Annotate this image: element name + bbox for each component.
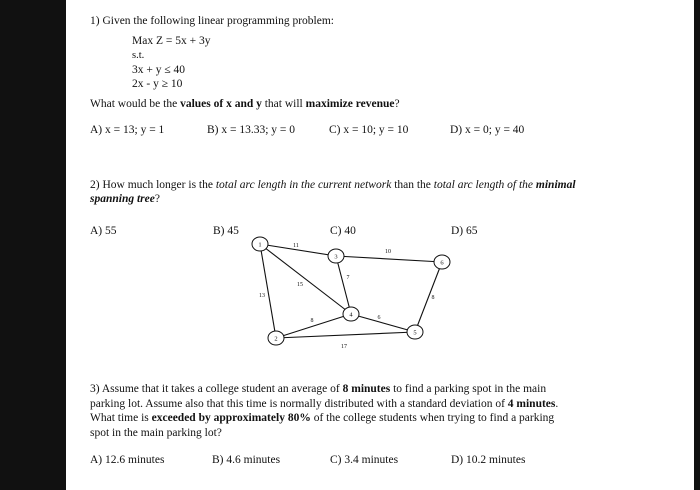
q2-line2-end: ? <box>154 193 160 205</box>
arc-label-1-2: 13 <box>259 293 265 299</box>
q1-constraint-2: 2x - y ≥ 10 <box>132 78 183 90</box>
q2-option-b: B) 45 <box>213 225 239 237</box>
node-2-label: 2 <box>274 335 278 343</box>
node-1-label: 1 <box>258 241 262 249</box>
q3-l1b: 8 minutes <box>342 383 391 395</box>
q1-st: s.t. <box>132 50 145 61</box>
q1-prompt-c: that will <box>261 98 306 110</box>
q3-option-a: A) 12.6 minutes <box>90 454 165 466</box>
q2-line1-b: total arc length in the current network <box>215 179 392 191</box>
arc-4-5 <box>349 311 415 332</box>
q3-line-4: spot in the main parking lot? <box>90 426 222 439</box>
q3-l1c: to find a parking spot in the main <box>390 383 547 395</box>
q3-l3b: exceeded by approximately 80% <box>151 412 311 424</box>
q2-line-2 <box>90 192 160 206</box>
q1-prompt-e: ? <box>394 98 400 110</box>
arc-label-2-4: 8 <box>310 318 314 324</box>
q3-line-1 <box>90 382 650 397</box>
q3-option-d: D) 10.2 minutes <box>451 454 526 466</box>
q3-line-3 <box>90 411 650 426</box>
arc-1-2 <box>258 241 276 338</box>
arc-6-5 <box>415 259 444 332</box>
arc-3-4 <box>334 253 351 314</box>
arc-2-5 <box>276 329 417 338</box>
q2-line1-e: minimal <box>533 179 576 191</box>
arc-label-1-4: 15 <box>297 282 303 288</box>
q2-option-d: D) 65 <box>451 225 478 237</box>
q1-option-c: C) x = 10; y = 10 <box>329 124 409 136</box>
arc-label-4-5: 6 <box>377 315 381 321</box>
q1-prompt <box>90 97 400 111</box>
q2-line1-c: than the <box>391 179 434 191</box>
q2-option-a: A) 55 <box>90 225 117 237</box>
arc-label-2-5: 17 <box>341 344 347 350</box>
q3-l3a: What time is <box>90 412 152 424</box>
arc-label-6-5: 8 <box>431 295 435 301</box>
q1-prompt-b: values of x and y <box>180 98 262 110</box>
q1-prompt-d: maximize revenue <box>305 98 395 110</box>
arc-label-3-6: 10 <box>385 249 391 255</box>
q3-l3c: of the college students when trying to find a parking <box>310 412 555 424</box>
q1-objective: Max Z = 5x + 3y <box>132 35 211 47</box>
q2-line-1 <box>90 178 576 192</box>
q3-option-c: C) 3.4 minutes <box>330 454 399 466</box>
node-3-label: 3 <box>334 253 338 261</box>
q1-question: 1) Given the following linear programming problem: <box>90 15 334 27</box>
document-page <box>66 0 694 490</box>
q2-line2: spanning tree <box>90 193 155 205</box>
node-4-label: 4 <box>349 311 353 319</box>
arc-3-6 <box>334 253 442 262</box>
q2-line1-d: total arc length of the <box>433 179 534 191</box>
q3-paragraph <box>90 382 650 440</box>
q3-l1a: 3) Assume that it takes a college student an average of <box>90 383 343 395</box>
q2-line1-a: 2) How much longer is the <box>90 179 216 191</box>
q3-l2a: parking lot. Assume also that this time is normally distributed with a standard deviation of <box>90 397 508 410</box>
arc-2-4 <box>276 311 353 338</box>
q1-constraint-1: 3x + y ≤ 40 <box>132 64 186 76</box>
q3-line-2 <box>90 397 650 412</box>
network-diagram <box>240 228 480 358</box>
node-6-label: 6 <box>440 259 444 267</box>
q3-l2c: . <box>555 397 559 410</box>
arc-label-1-3: 11 <box>293 243 299 249</box>
q1-option-a: A) x = 13; y = 1 <box>90 124 165 136</box>
q1-prompt-a: What would be the <box>90 98 181 110</box>
q3-l2b: 4 minutes <box>507 397 556 410</box>
q1-option-b: B) x = 13.33; y = 0 <box>207 124 296 136</box>
q1-option-d: D) x = 0; y = 40 <box>450 124 525 136</box>
q2-option-c: C) 40 <box>330 225 356 237</box>
node-5-label: 5 <box>413 329 417 337</box>
q3-option-b: B) 4.6 minutes <box>212 454 281 466</box>
arc-label-3-4: 7 <box>346 275 350 281</box>
